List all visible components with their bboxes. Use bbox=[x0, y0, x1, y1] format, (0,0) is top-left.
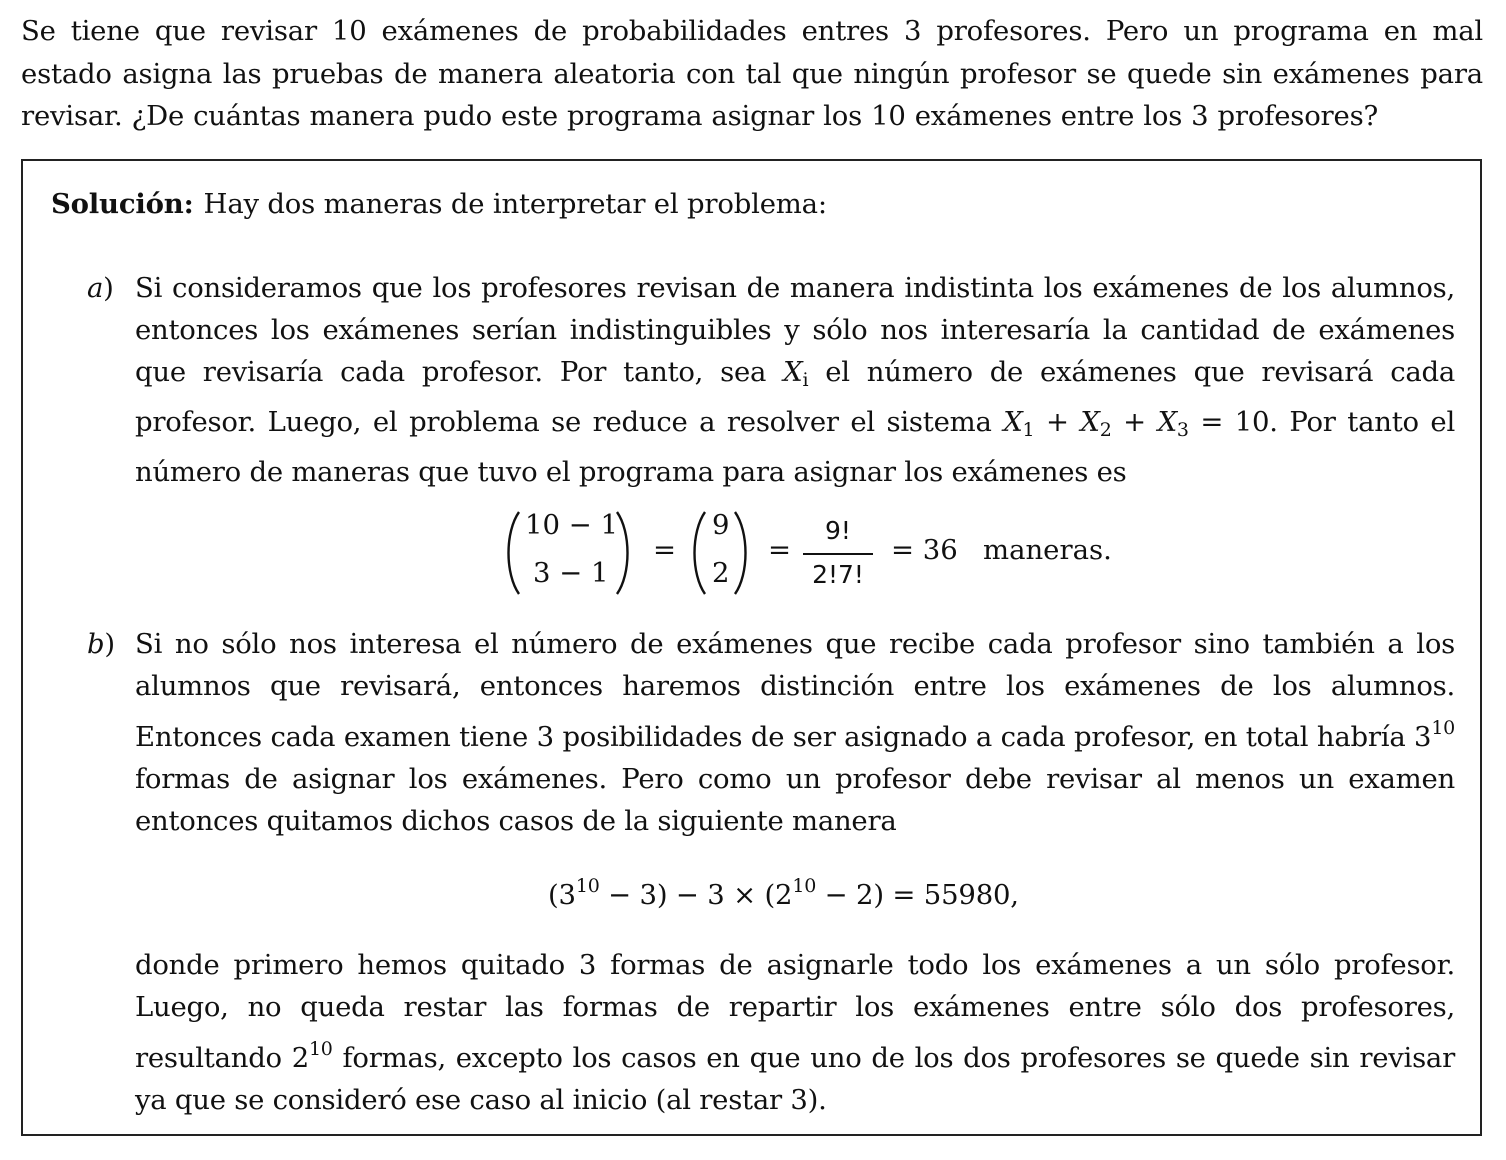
part-a-text-3: Por tanto el número de maneras que tuvo el programa para asignar los exámenes es bbox=[135, 406, 1455, 488]
fraction-numerator: 9! bbox=[825, 516, 851, 545]
sys-sub-2: 2 bbox=[1099, 419, 1112, 441]
sys-plus-2: + bbox=[1111, 406, 1158, 438]
part-b-paren: ) bbox=[104, 628, 115, 660]
solution-box bbox=[21, 159, 1482, 1136]
binomial-1 bbox=[503, 508, 633, 598]
solution-intro: Hay dos maneras de interpretar el problema: bbox=[203, 188, 827, 220]
part-a-marker bbox=[87, 267, 114, 309]
binomial-1-top: 10 − 1 bbox=[525, 509, 619, 541]
solution-heading bbox=[51, 184, 827, 224]
binomial-1-bottom: 3 − 1 bbox=[533, 557, 609, 589]
eq2-part-3: − 2) = 55980, bbox=[816, 879, 1019, 911]
part-b-marker bbox=[87, 623, 115, 665]
sys-plus-1: + bbox=[1034, 406, 1081, 438]
equals-sign-1: = bbox=[653, 534, 677, 566]
var-x: X bbox=[783, 356, 803, 388]
part-b-text-4: formas, excepto los casos en que uno de los dos profesores se quede sin revisar ya que se consideró ese caso al inicio (al restar 3). bbox=[135, 1042, 1455, 1116]
binomial-2-bottom: 2 bbox=[712, 557, 730, 589]
part-b-exponent-1: 10 bbox=[1431, 717, 1455, 739]
binomial-2-top: 9 bbox=[712, 509, 730, 541]
solution-label: Solución: bbox=[51, 188, 194, 220]
sys-equals: = 10. bbox=[1188, 406, 1278, 438]
equation-inclusion-exclusion bbox=[548, 866, 1019, 915]
part-b-text-1: Si no sólo nos interesa el número de exámenes que recibe cada profesor sino también a los alumnos que revisará, entonces haremos distinción entre los exámenes de los alumnos. Entonces cada examen tiene 3 posibilidades de ser asignado a cada profesor, en total habría 3 bbox=[135, 628, 1455, 753]
part-b-text-2: formas de asignar los exámenes. Pero como un profesor debe revisar al menos un examen entonces quitamos dichos casos de la siguiente manera bbox=[135, 763, 1455, 837]
part-b-letter: b bbox=[87, 628, 105, 660]
eq2-exponent-a: 10 bbox=[575, 875, 600, 897]
equation-combination bbox=[503, 508, 1203, 598]
part-a-text-1: Si consideramos que los profesores revisan de manera indistinta los exámenes de los alumnos, entonces los exámenes serían indistinguibles y sólo nos interesaría la cantidad de exámenes que revisaría cada profesor. Por tanto, sea bbox=[135, 272, 1455, 388]
sys-x1: X bbox=[1003, 406, 1023, 438]
binomial-2 bbox=[690, 508, 750, 598]
fraction bbox=[803, 508, 873, 598]
fraction-denominator: 2!7! bbox=[812, 560, 864, 589]
sys-sub-3: 3 bbox=[1176, 419, 1189, 441]
equation-unit: maneras. bbox=[983, 534, 1112, 566]
part-b-text-3: donde primero hemos quitado 3 formas de asignarle todo los exámenes a un sólo profesor. Luego, no queda restar las formas de repartir los exámenes entre sólo dos profesores, resultando 2 bbox=[135, 949, 1455, 1074]
eq2-part-2: − 3) − 3 × (2 bbox=[599, 879, 793, 911]
sys-sub-1: 1 bbox=[1022, 419, 1035, 441]
equals-sign-2: = bbox=[768, 534, 792, 566]
part-a-text bbox=[135, 267, 1455, 493]
eq2-exponent-b: 10 bbox=[792, 875, 817, 897]
sys-x3: X bbox=[1157, 406, 1177, 438]
part-a-letter: a bbox=[87, 272, 104, 304]
sys-x2: X bbox=[1080, 406, 1100, 438]
part-a bbox=[87, 267, 1455, 493]
part-a-text-2: el número de exámenes que revisará cada profesor. Luego, el problema se reduce a resolver el sistema bbox=[135, 356, 1455, 438]
part-b-exponent-2: 10 bbox=[308, 1038, 333, 1060]
part-b-text-continued bbox=[135, 944, 1455, 1121]
var-i-subscript: i bbox=[802, 369, 809, 391]
eq2-part-1: (3 bbox=[548, 879, 576, 911]
part-b-text bbox=[135, 623, 1455, 842]
part-a-paren: ) bbox=[103, 272, 114, 304]
part-b-continued bbox=[87, 944, 1455, 1121]
fraction-bar bbox=[803, 553, 873, 555]
part-b bbox=[87, 623, 1455, 842]
problem-statement: Se tiene que revisar 10 exámenes de probabilidades entres 3 profesores. Pero un programa en mal estado asigna las pruebas de manera aleatoria con tal que ningún profesor se quede sin exámenes para revisar. ¿De cuántas manera pudo este programa asignar los 10 exámenes entre los 3 profesores? bbox=[21, 15, 1483, 132]
equation-result: = 36 bbox=[891, 534, 958, 566]
